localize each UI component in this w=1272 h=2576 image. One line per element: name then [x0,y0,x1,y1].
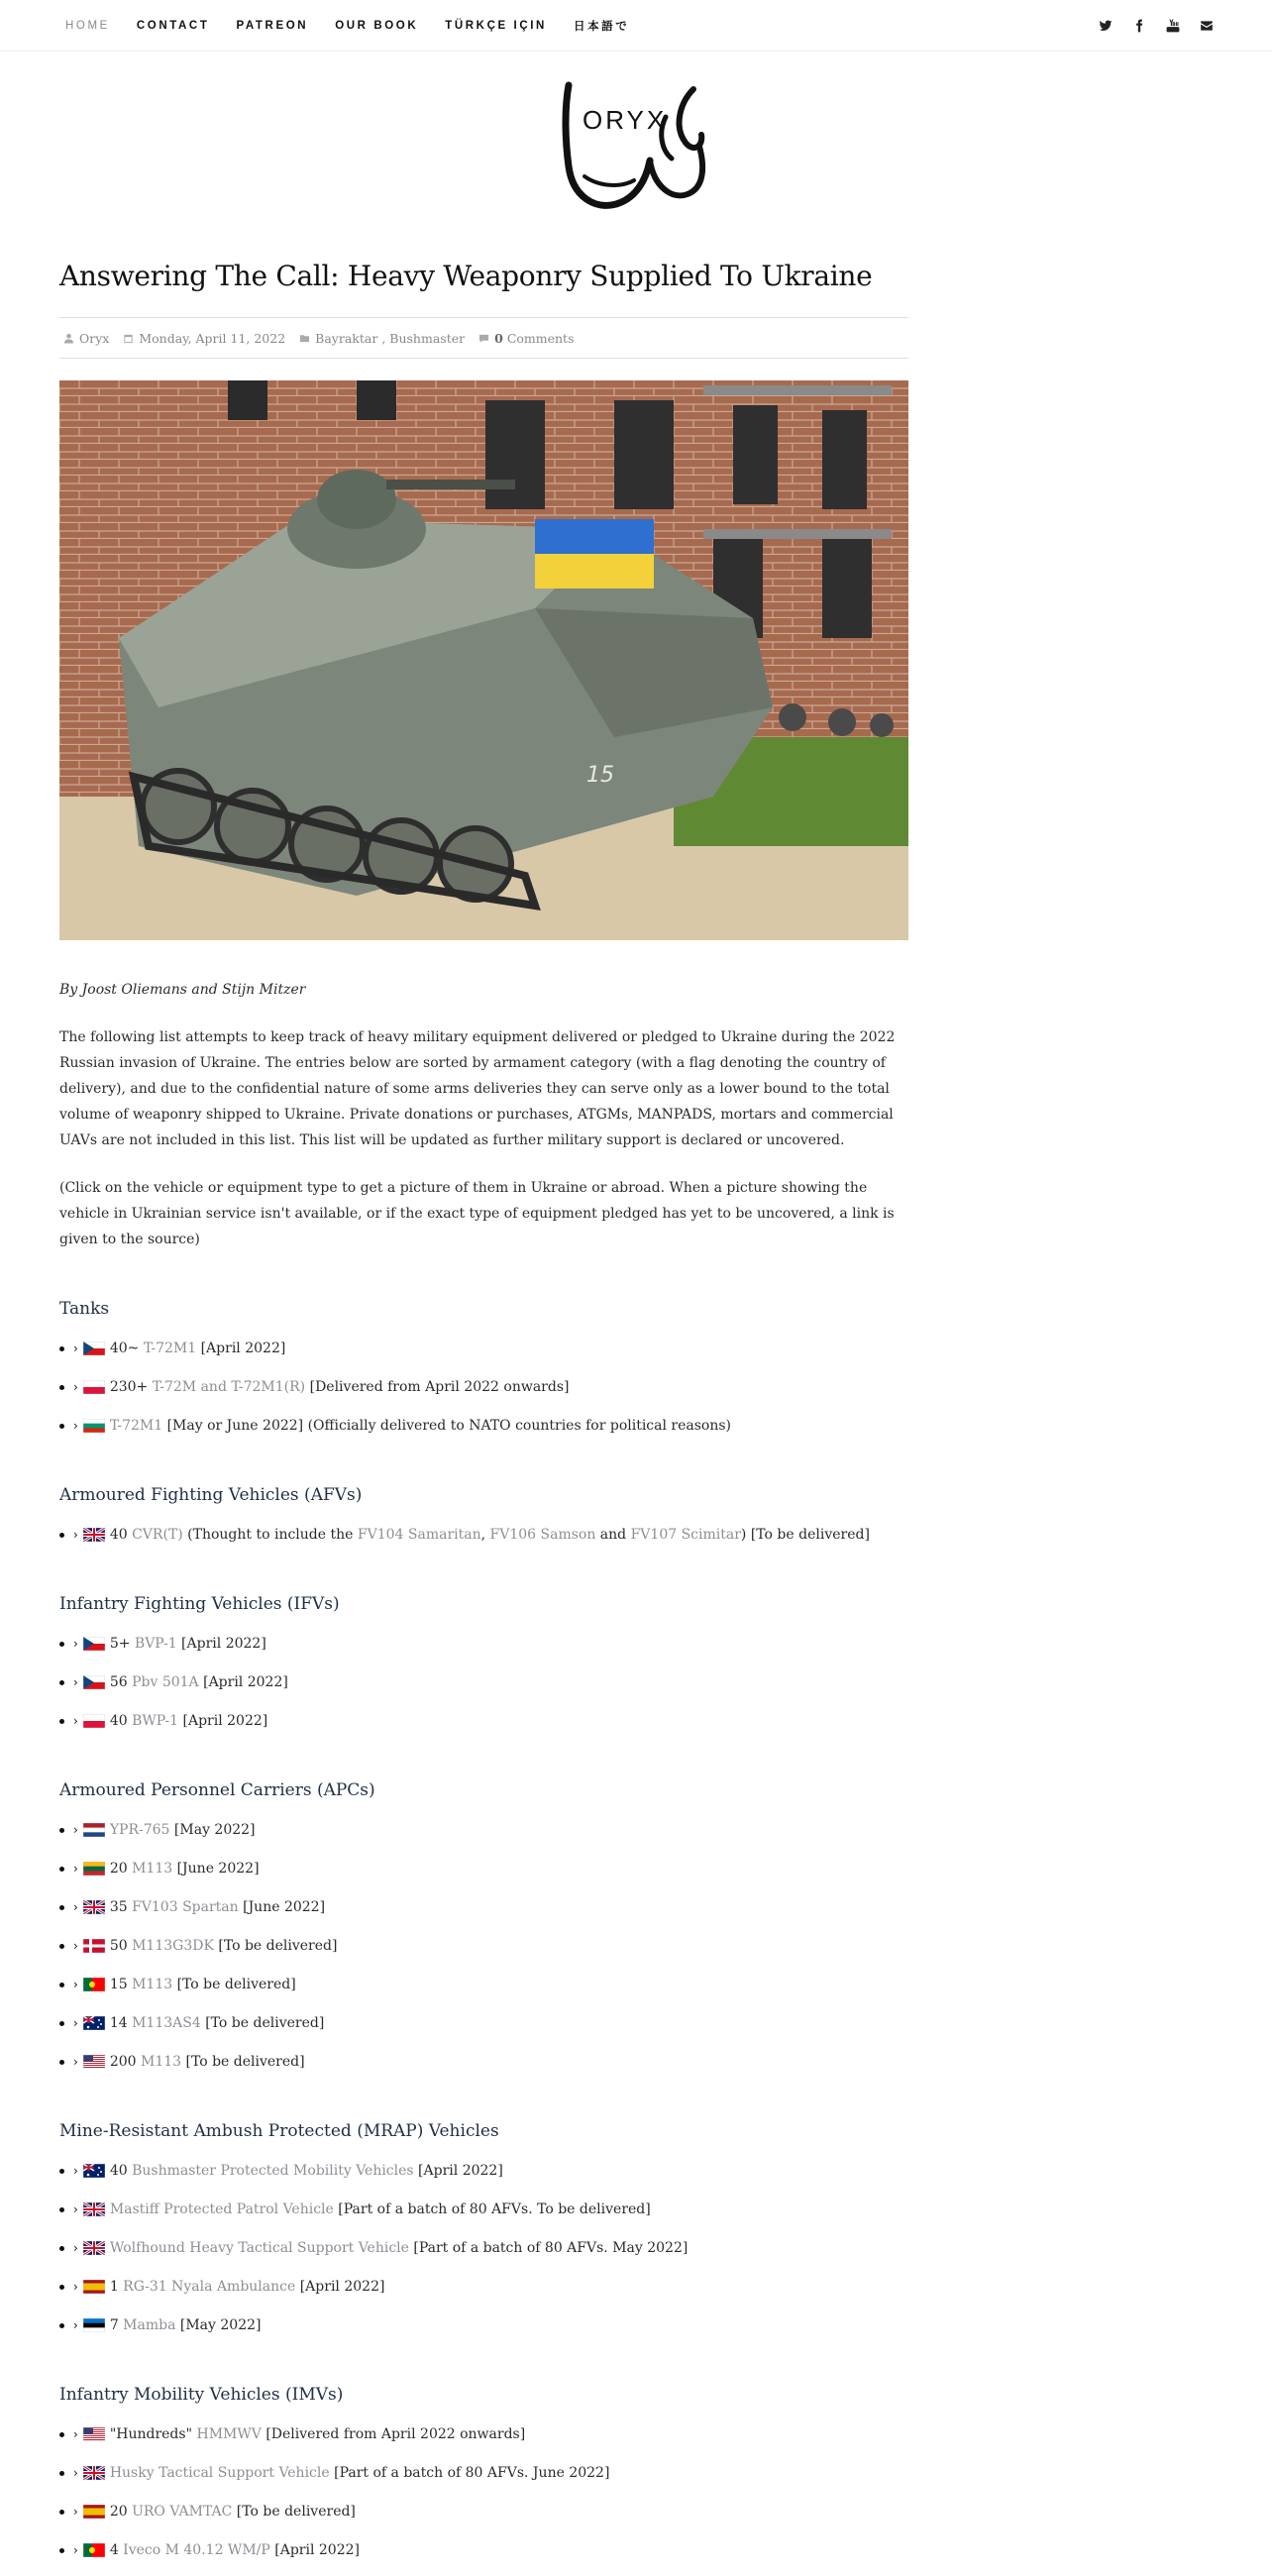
item-quantity: 200 [109,2054,141,2070]
item-quantity: 40 [109,2163,133,2179]
item-quantity: 40 [109,1527,133,1543]
user-icon [63,333,74,344]
item-detail: [April 2022] [196,1341,286,1356]
item-detail: [Part of a batch of 80 AFVs. June 2022] [329,2465,610,2481]
equipment-link[interactable]: HMMWV [196,2426,262,2442]
twitter-icon[interactable] [1098,18,1113,34]
flag-lt-icon [83,1862,105,1876]
list-item [59,1894,908,1920]
item-text [110,1522,870,1548]
author-name[interactable]: Oryx [79,330,110,346]
list-item [59,1708,908,1734]
bullet [59,1533,64,1538]
equipment-link[interactable]: FV104 Samaritan [357,1527,481,1543]
youtube-icon[interactable] [1165,18,1181,34]
comments-label: Comments [506,330,575,346]
facebook-icon[interactable] [1131,18,1147,34]
bullet [59,2510,64,2515]
chevron-right-icon: › [73,1528,78,1542]
item-text [110,1413,731,1439]
flag-pt-icon [83,1978,105,1991]
equipment-link[interactable]: Wolfhound Heavy Tactical Support Vehicle [109,2240,409,2256]
flag-uk-icon [83,2466,105,2480]
chevron-right-icon: › [73,1939,78,1953]
equipment-link[interactable]: Mastiff Protected Patrol Vehicle [109,2201,334,2217]
bullet [59,2548,64,2553]
list-item [59,2460,908,2486]
list-item [59,2421,908,2447]
list-item [59,2537,908,2563]
chevron-right-icon: › [73,2505,78,2519]
list-item [59,2197,908,2222]
list-item [59,2010,908,2036]
section-title: Armoured Personnel Carriers (APCs) [59,1780,375,1800]
item-quantity: 40 [109,1713,133,1729]
list-item [59,2158,908,2184]
flag-bg-icon [83,1419,105,1433]
bullet [59,2471,64,2476]
item-quantity: 15 [109,1977,133,1992]
equipment-link[interactable]: M113G3DK [132,1938,214,1954]
author-meta[interactable] [63,331,109,346]
bullet [59,1680,64,1685]
item-detail: , [480,1527,490,1543]
item-detail: [To be delivered] [181,2054,305,2070]
date-meta [123,331,285,346]
comments-meta[interactable] [478,331,574,346]
item-detail: [June 2022] [172,1861,260,1877]
section-title: Mine-Resistant Ambush Protected (MRAP) Vehicles [59,2121,499,2141]
bullet [59,1385,64,1390]
item-text [110,1631,266,1657]
item-quantity: 5+ [109,1636,135,1652]
nav-turkce[interactable]: TÜRKÇE IÇIN [445,19,547,32]
item-quantity: 7 [109,2317,124,2333]
bullet [59,1867,64,1872]
item-detail: [April 2022] [269,2542,360,2558]
bullet [59,1719,64,1724]
item-detail: [April 2022] [413,2163,503,2179]
hero-image [59,380,908,940]
equipment-link[interactable]: CVR(T) [132,1527,183,1543]
item-text [110,1856,260,1881]
equipment-list [59,2421,908,2563]
bullet [59,1642,64,1647]
comments-count: 0 [494,330,503,346]
item-text [110,2537,360,2563]
item-detail: and [595,1527,631,1543]
item-text [110,2158,503,2184]
item-text [110,2460,610,2486]
calendar-icon [123,333,134,344]
item-detail: [To be delivered] [172,1977,296,1992]
nav-home[interactable]: HOME [65,19,110,32]
bullet [59,1346,64,1351]
item-text [110,2312,262,2338]
item-detail: ) [To be delivered] [740,1527,870,1543]
flag-nl-icon [83,1823,105,1837]
equipment-link[interactable]: M113AS4 [132,2015,201,2031]
equipment-link[interactable]: URO VAMTAC [132,2504,233,2520]
flag-pt-icon [83,2543,105,2557]
equipment-link[interactable]: Bushmaster Protected Mobility Vehicles [132,2163,414,2179]
equipment-list [59,2158,908,2338]
equipment-link[interactable]: BVP-1 [134,1636,177,1652]
flag-au-icon [83,2164,105,2178]
item-quantity: 4 [109,2542,124,2558]
flag-uk-icon [83,2202,105,2216]
chevron-right-icon: › [73,2543,78,2557]
equipment-link[interactable]: FV103 Spartan [132,1899,239,1915]
equipment-sections [59,1296,908,2563]
bullet [59,1944,64,1949]
equipment-link[interactable]: T-72M1 [109,1418,163,1434]
flag-cz-icon [83,1637,105,1651]
item-detail: [Delivered from April 2022 onwards] [261,2426,526,2442]
chevron-right-icon: › [73,1862,78,1876]
flag-us-icon [83,2055,105,2069]
item-detail: [To be delivered] [213,1938,338,1954]
equipment-link[interactable]: Pbv 501A [132,1674,199,1690]
equipment-link[interactable]: T-72M and T-72M1(R) [152,1379,306,1395]
item-quantity: 1 [109,2279,124,2295]
flag-pl-icon [83,1714,105,1728]
item-text [110,1933,338,1959]
equipment-link[interactable]: Mamba [123,2317,176,2333]
bullet [59,2060,64,2065]
item-quantity: 20 [109,1861,133,1877]
oryx-logo-graphic [555,77,713,226]
bullet [59,2169,64,2174]
list-item [59,1374,908,1400]
flag-uk-icon [83,1900,105,1914]
item-detail: [May 2022] [175,2317,262,2333]
post-title[interactable]: Answering The Call: Heavy Weaponry Supplied To Ukraine [59,260,873,292]
folder-icon [299,333,310,344]
item-detail: [April 2022] [295,2279,385,2295]
item-detail: [April 2022] [178,1713,268,1729]
chevron-right-icon: › [73,1637,78,1651]
item-quantity: 20 [109,2504,133,2520]
chevron-right-icon: › [73,2466,78,2480]
item-text [110,1669,288,1695]
equipment-link[interactable]: FV106 Samson [489,1527,596,1543]
list-item [59,1336,908,1361]
item-detail: (Thought to include the [182,1527,358,1543]
chevron-right-icon: › [73,1675,78,1689]
comment-icon [478,333,489,344]
chevron-right-icon: › [73,1714,78,1728]
equipment-list [59,1522,908,1548]
equipment-link[interactable]: FV107 Scimitar [630,1527,741,1543]
chevron-right-icon: › [73,1900,78,1914]
equipment-list [59,1631,908,1734]
flag-cz-icon [83,1675,105,1689]
chevron-right-icon: › [73,2427,78,2441]
label-separator: , [381,330,386,346]
item-quantity: 35 [109,1899,133,1915]
section-title: Armoured Fighting Vehicles (AFVs) [59,1485,363,1505]
chevron-right-icon: › [73,1380,78,1394]
item-text [110,2010,324,2036]
item-text [110,2235,689,2261]
nav-links [65,18,656,34]
flag-cz-icon [83,1342,105,1355]
item-detail: [To be delivered] [200,2015,325,2031]
bullet [59,1828,64,1833]
equipment-list [59,1336,908,1439]
list-item [59,1669,908,1695]
nav-our-book[interactable]: OUR BOOK [335,19,419,32]
section-title: Tanks [59,1299,110,1319]
item-detail: [To be delivered] [232,2504,356,2520]
item-detail: [Part of a batch of 80 AFVs. May 2022] [408,2240,689,2256]
chevron-right-icon: › [73,2318,78,2332]
labels-meta [299,331,465,346]
item-text [110,2049,305,2075]
chevron-right-icon: › [73,2055,78,2069]
item-detail: [April 2022] [176,1636,266,1652]
svg-text:15: 15 [586,763,614,788]
post-meta [59,317,908,359]
list-item [59,1631,908,1657]
item-text [110,1374,570,1400]
label-bushmaster[interactable]: Bushmaster [389,330,466,346]
item-detail: [June 2022] [238,1899,326,1915]
post-body [59,977,908,2576]
item-detail: [Delivered from April 2022 onwards] [305,1379,570,1395]
chevron-right-icon: › [73,1342,78,1355]
item-text [110,1972,296,1997]
flag-uk-icon [83,2241,105,2255]
item-quantity: 230+ [109,1379,153,1395]
list-item [59,1856,908,1881]
flag-us-icon [83,2427,105,2441]
chevron-right-icon: › [73,2164,78,2178]
item-detail: [May 2022] [169,1822,256,1838]
item-detail: [Part of a batch of 80 AFVs. To be delivered] [333,2201,651,2217]
site-logo[interactable] [555,77,713,226]
list-item [59,2049,908,2075]
chevron-right-icon: › [73,2016,78,2030]
item-text [110,1336,286,1361]
bullet [59,1983,64,1987]
equipment-link[interactable]: M113 [132,1861,173,1877]
list-item [59,1933,908,1959]
list-item [59,1817,908,1843]
email-icon[interactable] [1199,18,1215,34]
chevron-right-icon: › [73,2202,78,2216]
list-item [59,2499,908,2524]
list-item [59,2235,908,2261]
item-text [110,1708,267,1734]
equipment-link[interactable]: BWP-1 [132,1713,179,1729]
list-item [59,1972,908,1997]
byline: By Joost Oliemans and Stijn Mitzer [59,982,306,998]
intro-paragraph: The following list attempts to keep track of heavy military equipment delivered or pledged to Ukraine during the 2022 Russian invasion of Ukraine. The entries below are sorted by armament category (with a flag denoting the country of delivery), and due to the confidential nature of some arms deliveries they can serve only as a lower bound to the total volume of weaponry shipped to Ukraine. Private donations or purchases, ATGMs, MANPADS, mortars and commercial UAVs are not included in this list. This list will be updated as further military support is declared or uncovered. [59,1029,896,1148]
item-quantity: 56 [109,1674,133,1690]
top-nav [0,0,1272,52]
equipment-link[interactable]: Iveco M 40.12 WM/P [123,2542,270,2558]
item-quantity: 50 [109,1938,133,1954]
equipment-link[interactable]: T-72M1 [143,1341,197,1356]
nav-contact[interactable]: CONTACT [136,19,210,32]
bullet [59,2285,64,2290]
item-detail: [May or June 2022] (Officially delivered to NATO countries for political reasons) [162,1418,732,1434]
item-text [110,1894,325,1920]
nav-patreon[interactable]: PATREON [236,19,309,32]
svg-text:ORYX: ORYX [583,105,668,135]
equipment-link[interactable]: YPR-765 [109,1822,170,1838]
flag-ee-icon [83,2318,105,2332]
item-text [110,2274,385,2300]
equipment-link[interactable]: RG-31 Nyala Ambulance [123,2279,296,2295]
flag-es-icon [83,2505,105,2519]
chevron-right-icon: › [73,1978,78,1991]
equipment-link[interactable]: Husky Tactical Support Vehicle [109,2465,330,2481]
equipment-link[interactable]: M113 [140,2054,182,2070]
bullet [59,1905,64,1910]
bullet [59,1424,64,1429]
note-paragraph: (Click on the vehicle or equipment type to get a picture of them in Ukraine or abroad. When a picture showing the vehicle in Ukrainian service isn't available, or if the exact type of equipment pledged has yet to be uncovered, a link is given to the source) [59,1180,895,1247]
social-links [1080,18,1215,34]
list-item [59,1522,908,1548]
item-quantity: 40~ [109,1341,144,1356]
bullet [59,2246,64,2251]
chevron-right-icon: › [73,1823,78,1837]
item-text [110,2499,356,2524]
section-title: Infantry Fighting Vehicles (IFVs) [59,1594,340,1614]
bullet [59,2207,64,2212]
equipment-list [59,1817,908,2075]
list-item [59,2274,908,2300]
bullet [59,2021,64,2026]
item-detail: [April 2022] [198,1674,288,1690]
flag-es-icon [83,2280,105,2294]
label-bayraktar[interactable]: Bayraktar [315,330,378,346]
item-text [110,2421,525,2447]
list-item [59,2312,908,2338]
chevron-right-icon: › [73,2241,78,2255]
flag-dk-icon [83,1939,105,1953]
nav-japanese[interactable]: 日本語で [573,20,630,33]
item-text [110,1817,256,1843]
item-quantity: 14 [109,2015,133,2031]
list-item [59,1413,908,1439]
chevron-right-icon: › [73,1419,78,1433]
item-quantity: "Hundreds" [109,2426,197,2442]
bullet [59,2432,64,2437]
section-title: Infantry Mobility Vehicles (IMVs) [59,2385,344,2405]
flag-pl-icon [83,1380,105,1394]
flag-au-icon [83,2016,105,2030]
item-text [110,2197,651,2222]
bullet [59,2323,64,2328]
chevron-right-icon: › [73,2280,78,2294]
post-date: Monday, April 11, 2022 [139,330,286,346]
equipment-link[interactable]: M113 [132,1977,173,1992]
flag-uk-icon [83,1528,105,1542]
